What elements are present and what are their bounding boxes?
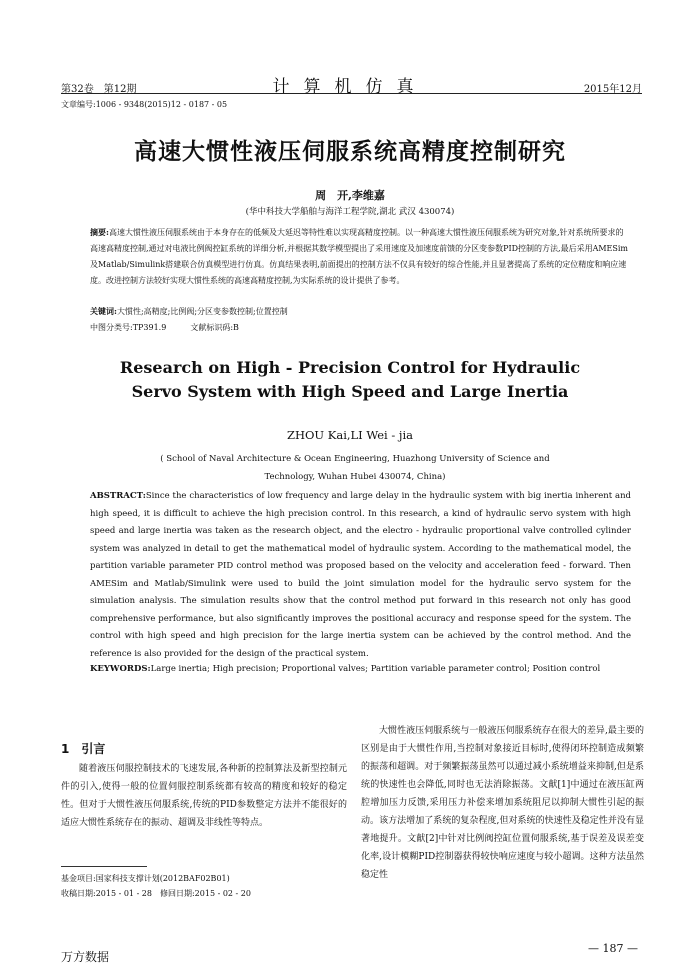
introduction-paragraph-1: 随着液压伺服控制技术的飞速发展,各种新的控制算法及新型控制元件的引入,使得一般的位置伺服控制系统都有较高的精度和较好的稳定性。但对于大惯性液压伺服系统,传统的PID参数整定方法并不能很好的适应大惯性系统存在的振动、超调及非线性等特点。 [61, 764, 347, 828]
title-chinese: 高速大惯性液压伺服系统高精度控制研究 [134, 139, 566, 165]
header-journal-name: 计算机仿真 [272, 77, 428, 97]
abstract-english-label: ABSTRACT: [90, 491, 146, 501]
abstract-chinese-label: 摘要: [90, 227, 109, 237]
watermark: 万方数据 [61, 950, 110, 964]
footnote-fund: 基金项目:国家科技支撑计划(2012BAF02B01) [61, 874, 230, 883]
abstract-english [90, 488, 631, 663]
page-number: — 187 — [588, 942, 638, 955]
article-number: 文章编号:1006 - 9348(2015)12 - 0187 - 05 [61, 100, 228, 109]
title-english [0, 356, 700, 404]
affiliation-english: ( School of Naval Architecture & Ocean Engineering, Huazhong University of Science and Technology, Wuhan Hubei 430074, China) [160, 454, 550, 482]
affiliation-chinese: (华中科技大学船舶与海洋工程学院,湖北 武汉 430074) [245, 207, 455, 217]
introduction-paragraph-2: 大惯性液压伺服系统与一般液压伺服系统存在很大的差异,最主要的区别是由于大惯性作用,当控制对象接近目标时,使得闭环控制造成频繁的振荡和超调。对于频繁振荡虽然可以通过减小系统增益来抑制,但是系统的快速性也会降低,同时也无法消除振荡。文献[1]中通过在液压缸两腔增加压力反馈,采用压力补偿来增加系统阻尼以抑制大惯性引起的振动。该方法增加了系统的复杂程度,但对系统的快速性及稳定性并没有显著地提升。文献[2]中针对比例阀控缸位置伺服系统,基于误差及误差变化率,设计模糊PID控制器获得较快响应速度与较小超调。这种方法虽然稳定性 [361, 726, 644, 880]
keywords-chinese-text: 大惯性;高精度;比例阀;分区变参数控制;位置控制 [116, 307, 288, 316]
title-english-line2: Servo System with High Speed and Large Inertia [131, 382, 569, 401]
header-volume-issue: 第32卷 第12期 [61, 84, 137, 95]
header-date: 2015年12月 [583, 84, 642, 95]
classification-line [90, 322, 263, 333]
body-column-left [61, 760, 347, 832]
keywords-english-text: Large inertia; High precision; Proportional valves; Partition variable parameter control; Position control [150, 664, 601, 674]
document-code: 文献标识码:B [190, 323, 239, 332]
abstract-chinese [90, 224, 630, 289]
keywords-english-label: KEYWORDS: [90, 664, 151, 674]
clc-number: 中图分类号:TP391.9 [90, 323, 167, 332]
abstract-english-text: Since the characteristics of low frequency and large delay in the hydraulic system with big inertia inherent and high speed, it is difficult to achieve the high precision control. In this research, a kind of hydraulic servo system with high speed and large inertia was taken as the research object, and the electro - hydraulic proportional valve controlled cylinder system was analyzed in detail to get the mathematical model of hydraulic system. According to the mathematical model, the partition variable parameter PID control method was proposed based on the velocity and acceleration feed - forward. Then AMESim and Matlab/Simulink were used to build the joint simulation model for the hydraulic servo system for the simulation analysis. The simulation results show that the control method put forward in this research not only has good comprehensive performance, but also significantly improves the positional accuracy and response speed for the system. The control with high speed and high precision for the large inertia system can be achieved by the control method. And the reference is also provided for the design of the practical system. [90, 491, 631, 659]
section-heading-introduction: 1 引言 [61, 742, 106, 756]
footnote-dates: 收稿日期:2015 - 01 - 28 修回日期:2015 - 02 - 20 [61, 889, 251, 898]
footnote-rule [61, 866, 147, 867]
keywords-english [90, 661, 631, 679]
header-rule [61, 93, 642, 94]
footnote [61, 871, 347, 901]
keywords-chinese [90, 306, 288, 317]
abstract-chinese-text: 高速大惯性液压伺服系统由于本身存在的低频及大延迟等特性难以实现高精度控制。以一种高速大惯性液压伺服系统为研究对象,针对系统所要求的高速高精度控制,通过对电液比例阀控缸系统的详细分析,并根据其数学模型提出了采用速度及加速度前馈的分区变参数PID控制的方法,最后采用AMESim及Matlab/Simulink搭建联合仿真模型进行仿真。仿真结果表明,前面提出的控制方法不仅具有较好的综合性能,并且显著提高了系统的定位精度和响应速度。改进控制方法较好实现大惯性系统的高速高精度控制,为实际系统的设计提供了参考。 [90, 228, 629, 285]
authors-chinese: 周 开,李维嘉 [315, 189, 385, 202]
authors-english: ZHOU Kai,LI Wei - jia [286, 428, 414, 442]
body-column-right [361, 722, 644, 884]
title-english-line1: Research on High - Precision Control for Hydraulic [119, 358, 581, 377]
keywords-chinese-label: 关键词: [90, 306, 117, 316]
